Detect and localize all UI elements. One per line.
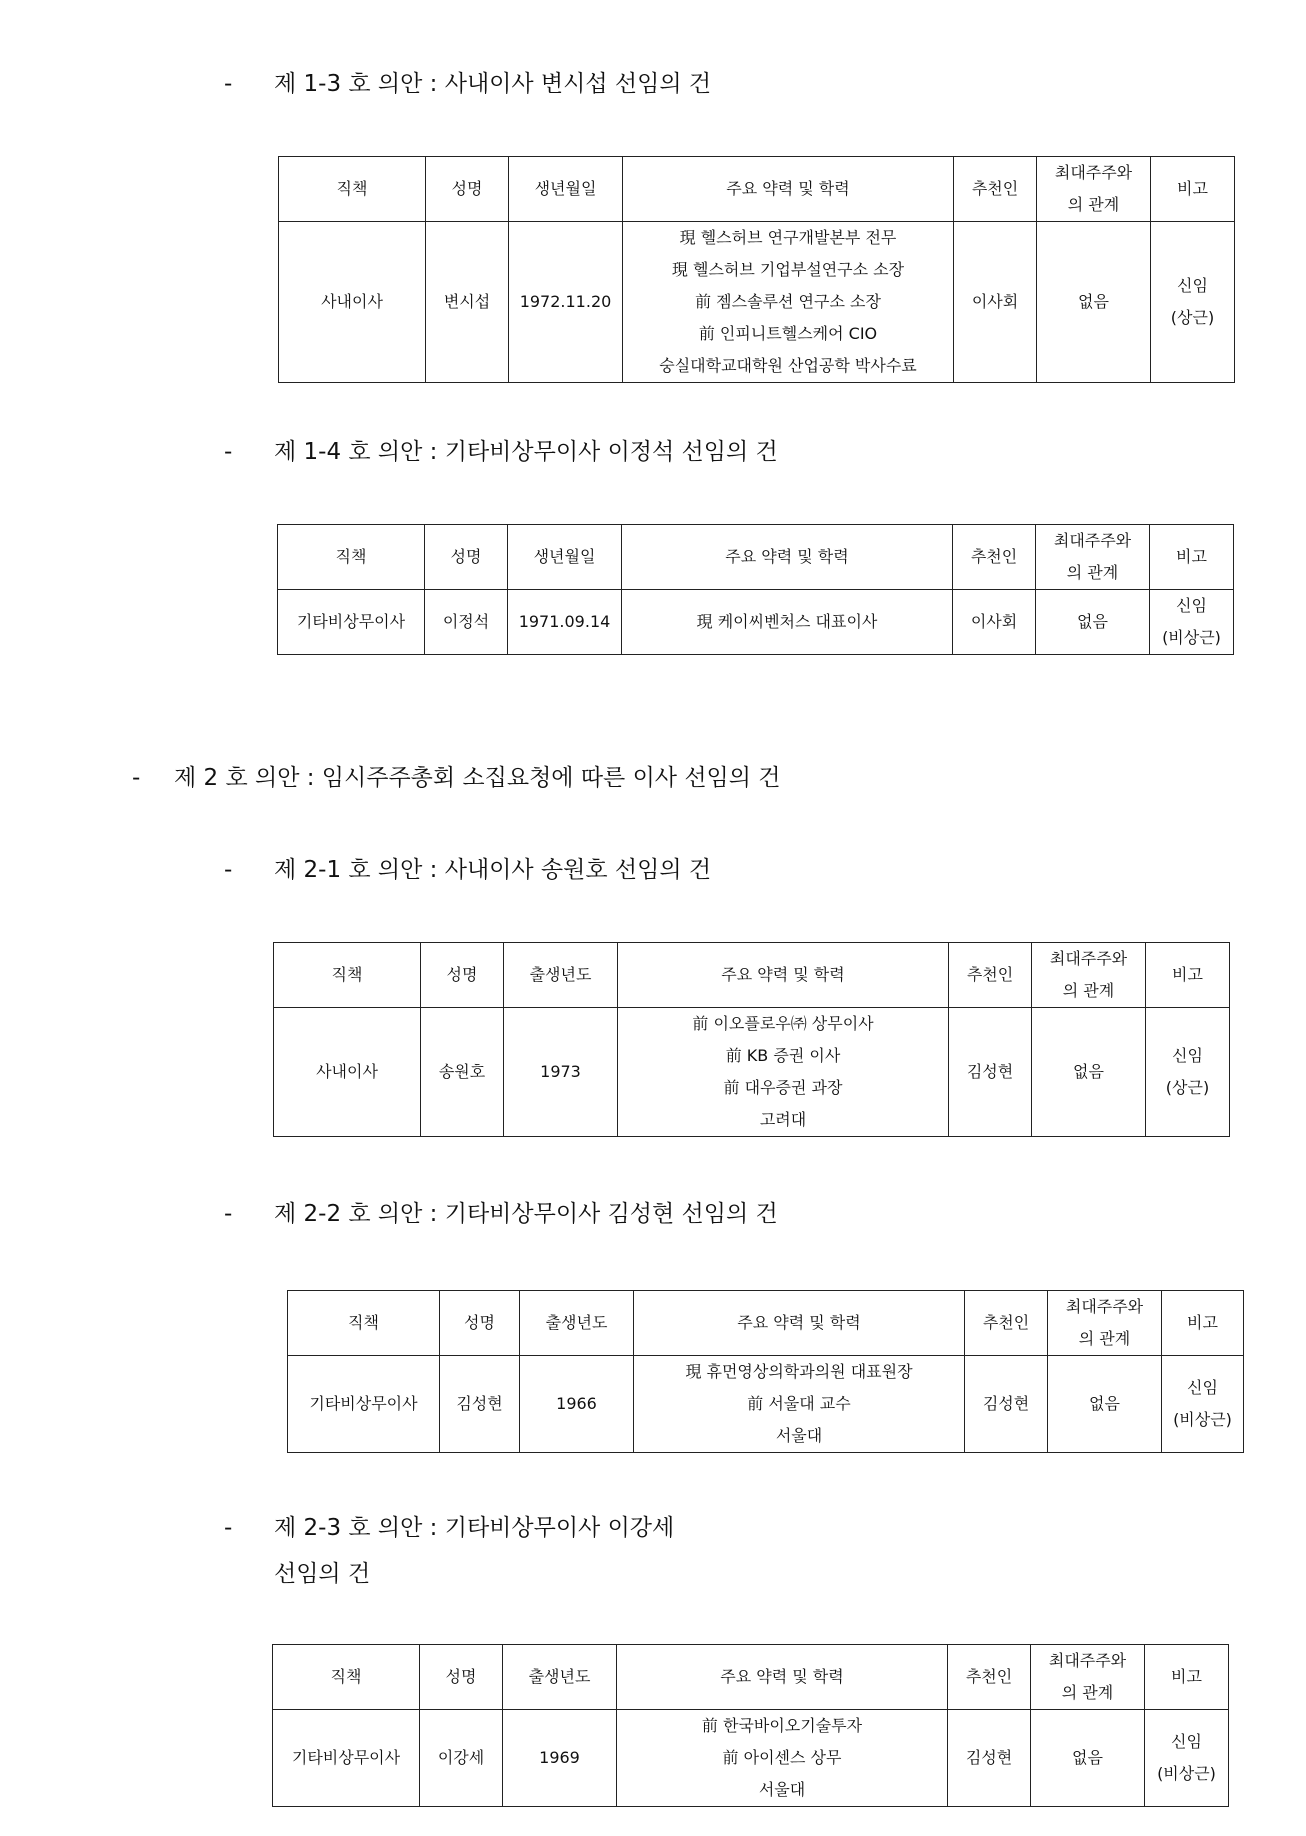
candidate-table-2-3	[272, 1644, 1229, 1807]
career-line: 前 인피니트헬스케어 CIO	[698, 324, 878, 343]
table-header-row	[279, 157, 1235, 222]
header-position: 직책	[274, 943, 421, 1008]
header-position: 직책	[288, 1291, 440, 1356]
cell-birth: 1969	[503, 1710, 617, 1807]
note-line: (비상근)	[1157, 1764, 1216, 1783]
header-birth: 생년월일	[508, 525, 622, 590]
career-line: 前 KB 증권 이사	[725, 1046, 841, 1065]
header-career: 주요 약력 및 학력	[617, 1645, 948, 1710]
agenda-heading-2-2	[224, 1192, 1024, 1236]
career-line: 고려대	[759, 1110, 807, 1129]
header-note: 비고	[1146, 943, 1230, 1008]
cell-birth: 1973	[504, 1008, 618, 1137]
cell-relation: 없음	[1036, 590, 1150, 655]
header-relation	[1036, 525, 1150, 590]
career-line: 서울대	[758, 1780, 806, 1799]
agenda-title: 제 1-3 호 의안 : 사내이사 변시섭 선임의 건	[274, 71, 712, 97]
note-line: 신임	[1177, 276, 1208, 295]
header-relation	[1031, 1645, 1145, 1710]
note-line: 신임	[1187, 1378, 1218, 1397]
note-line: 신임	[1176, 596, 1207, 615]
candidate-table-1-4	[277, 524, 1234, 655]
cell-career	[623, 222, 954, 383]
header-relation-line2: 의 관계	[1066, 563, 1119, 582]
career-line: 前 이오플로우㈜ 상무이사	[692, 1014, 874, 1033]
header-birth: 출생년도	[504, 943, 618, 1008]
career-line: 前 젬스솔루션 연구소 소장	[695, 292, 881, 311]
header-career: 주요 약력 및 학력	[634, 1291, 965, 1356]
header-note: 비고	[1150, 525, 1234, 590]
agenda-title: 제 2-1 호 의안 : 사내이사 송원호 선임의 건	[274, 857, 712, 883]
table-row	[288, 1356, 1244, 1453]
cell-name: 변시섭	[426, 222, 509, 383]
header-career: 주요 약력 및 학력	[618, 943, 949, 1008]
cell-note	[1162, 1356, 1244, 1453]
career-line: 現 헬스허브 기업부설연구소 소장	[671, 260, 905, 279]
agenda-heading-1-4	[224, 430, 1024, 474]
header-relation-line1: 최대주주와	[1053, 531, 1132, 550]
cell-birth: 1966	[520, 1356, 634, 1453]
career-line: 숭실대학교대학원 산업공학 박사수료	[659, 356, 917, 375]
cell-relation: 없음	[1037, 222, 1151, 383]
cell-birth: 1971.09.14	[508, 590, 622, 655]
table-row	[273, 1710, 1229, 1807]
cell-position: 기타비상무이사	[288, 1356, 440, 1453]
header-recommender: 추천인	[948, 1645, 1031, 1710]
cell-recommender: 김성현	[948, 1710, 1031, 1807]
cell-note	[1145, 1710, 1229, 1807]
table-header-row	[278, 525, 1234, 590]
header-relation	[1032, 943, 1146, 1008]
cell-career	[622, 590, 953, 655]
career-line: 現 케이씨벤처스 대표이사	[696, 612, 878, 631]
header-birth: 출생년도	[520, 1291, 634, 1356]
cell-relation: 없음	[1031, 1710, 1145, 1807]
list-dash: -	[224, 1515, 233, 1541]
cell-recommender: 김성현	[965, 1356, 1048, 1453]
cell-note	[1150, 590, 1234, 655]
cell-career	[617, 1710, 948, 1807]
header-recommender: 추천인	[954, 157, 1037, 222]
career-line: 前 서울대 교수	[747, 1394, 851, 1413]
cell-name: 김성현	[440, 1356, 520, 1453]
header-position: 직책	[273, 1645, 420, 1710]
header-name: 성명	[425, 525, 508, 590]
cell-name: 송원호	[421, 1008, 504, 1137]
note-line: 신임	[1171, 1732, 1202, 1751]
list-dash: -	[224, 71, 233, 97]
note-line: (비상근)	[1173, 1410, 1232, 1429]
cell-recommender: 이사회	[953, 590, 1036, 655]
header-relation-line1: 최대주주와	[1048, 1651, 1127, 1670]
header-relation-line2: 의 관계	[1062, 981, 1115, 1000]
cell-name: 이정석	[425, 590, 508, 655]
header-note: 비고	[1162, 1291, 1244, 1356]
cell-recommender: 이사회	[954, 222, 1037, 383]
table-row	[274, 1008, 1230, 1137]
agenda-title: 제 2-3 호 의안 : 기타비상무이사 이강세	[274, 1515, 675, 1541]
header-relation-line2: 의 관계	[1078, 1329, 1131, 1348]
candidate-table-1-3	[278, 156, 1235, 383]
agenda-title: 제 2 호 의안 : 임시주주총회 소집요청에 따른 이사 선임의 건	[174, 765, 781, 791]
agenda-heading-1-3	[224, 62, 1024, 106]
list-dash: -	[224, 857, 233, 883]
header-name: 성명	[426, 157, 509, 222]
table-header-row	[273, 1645, 1229, 1710]
career-line: 서울대	[775, 1426, 823, 1445]
candidate-table-2-1	[273, 942, 1230, 1137]
header-recommender: 추천인	[953, 525, 1036, 590]
header-relation-line2: 의 관계	[1061, 1683, 1114, 1702]
table-row	[279, 222, 1235, 383]
cell-relation: 없음	[1032, 1008, 1146, 1137]
cell-position: 사내이사	[274, 1008, 421, 1137]
header-name: 성명	[421, 943, 504, 1008]
cell-note	[1146, 1008, 1230, 1137]
header-recommender: 추천인	[949, 943, 1032, 1008]
header-position: 직책	[278, 525, 425, 590]
cell-note	[1151, 222, 1235, 383]
career-line: 現 헬스허브 연구개발본부 전무	[679, 228, 897, 247]
agenda-heading-2-3	[224, 1506, 1024, 1594]
cell-birth: 1972.11.20	[509, 222, 623, 383]
note-line: 신임	[1172, 1046, 1203, 1065]
header-birth: 생년월일	[509, 157, 623, 222]
cell-name: 이강세	[420, 1710, 503, 1807]
note-line: (상근)	[1165, 1078, 1210, 1097]
header-relation-line1: 최대주주와	[1054, 163, 1133, 182]
header-relation	[1037, 157, 1151, 222]
agenda-heading-2-1	[224, 848, 1024, 892]
cell-relation: 없음	[1048, 1356, 1162, 1453]
cell-position: 기타비상무이사	[278, 590, 425, 655]
header-career: 주요 약력 및 학력	[622, 525, 953, 590]
header-name: 성명	[440, 1291, 520, 1356]
list-dash: -	[224, 439, 233, 465]
header-position: 직책	[279, 157, 426, 222]
header-birth: 출생년도	[503, 1645, 617, 1710]
career-line: 前 대우증권 과장	[723, 1078, 843, 1097]
career-line: 前 한국바이오기술투자	[701, 1716, 863, 1735]
cell-career	[618, 1008, 949, 1137]
career-line: 現 휴먼영상의학과의원 대표원장	[685, 1362, 913, 1381]
table-row	[278, 590, 1234, 655]
career-line: 前 아이센스 상무	[722, 1748, 842, 1767]
header-note: 비고	[1151, 157, 1235, 222]
agenda-title: 제 1-4 호 의안 : 기타비상무이사 이정석 선임의 건	[274, 439, 778, 465]
cell-position: 기타비상무이사	[273, 1710, 420, 1807]
cell-career	[634, 1356, 965, 1453]
note-line: (상근)	[1170, 308, 1215, 327]
header-name: 성명	[420, 1645, 503, 1710]
header-recommender: 추천인	[965, 1291, 1048, 1356]
header-relation	[1048, 1291, 1162, 1356]
agenda-title: 제 2-2 호 의안 : 기타비상무이사 김성현 선임의 건	[274, 1201, 778, 1227]
agenda-heading-2	[132, 756, 932, 800]
header-relation-line2: 의 관계	[1067, 195, 1120, 214]
header-relation-line1: 최대주주와	[1049, 949, 1128, 968]
header-relation-line1: 최대주주와	[1065, 1297, 1144, 1316]
header-career: 주요 약력 및 학력	[623, 157, 954, 222]
agenda-title-continued: 선임의 건	[274, 1561, 371, 1587]
cell-position: 사내이사	[279, 222, 426, 383]
table-header-row	[274, 943, 1230, 1008]
cell-recommender: 김성현	[949, 1008, 1032, 1137]
note-line: (비상근)	[1162, 628, 1221, 647]
table-header-row	[288, 1291, 1244, 1356]
list-dash: -	[132, 765, 141, 791]
list-dash: -	[224, 1201, 233, 1227]
header-note: 비고	[1145, 1645, 1229, 1710]
candidate-table-2-2	[287, 1290, 1244, 1453]
